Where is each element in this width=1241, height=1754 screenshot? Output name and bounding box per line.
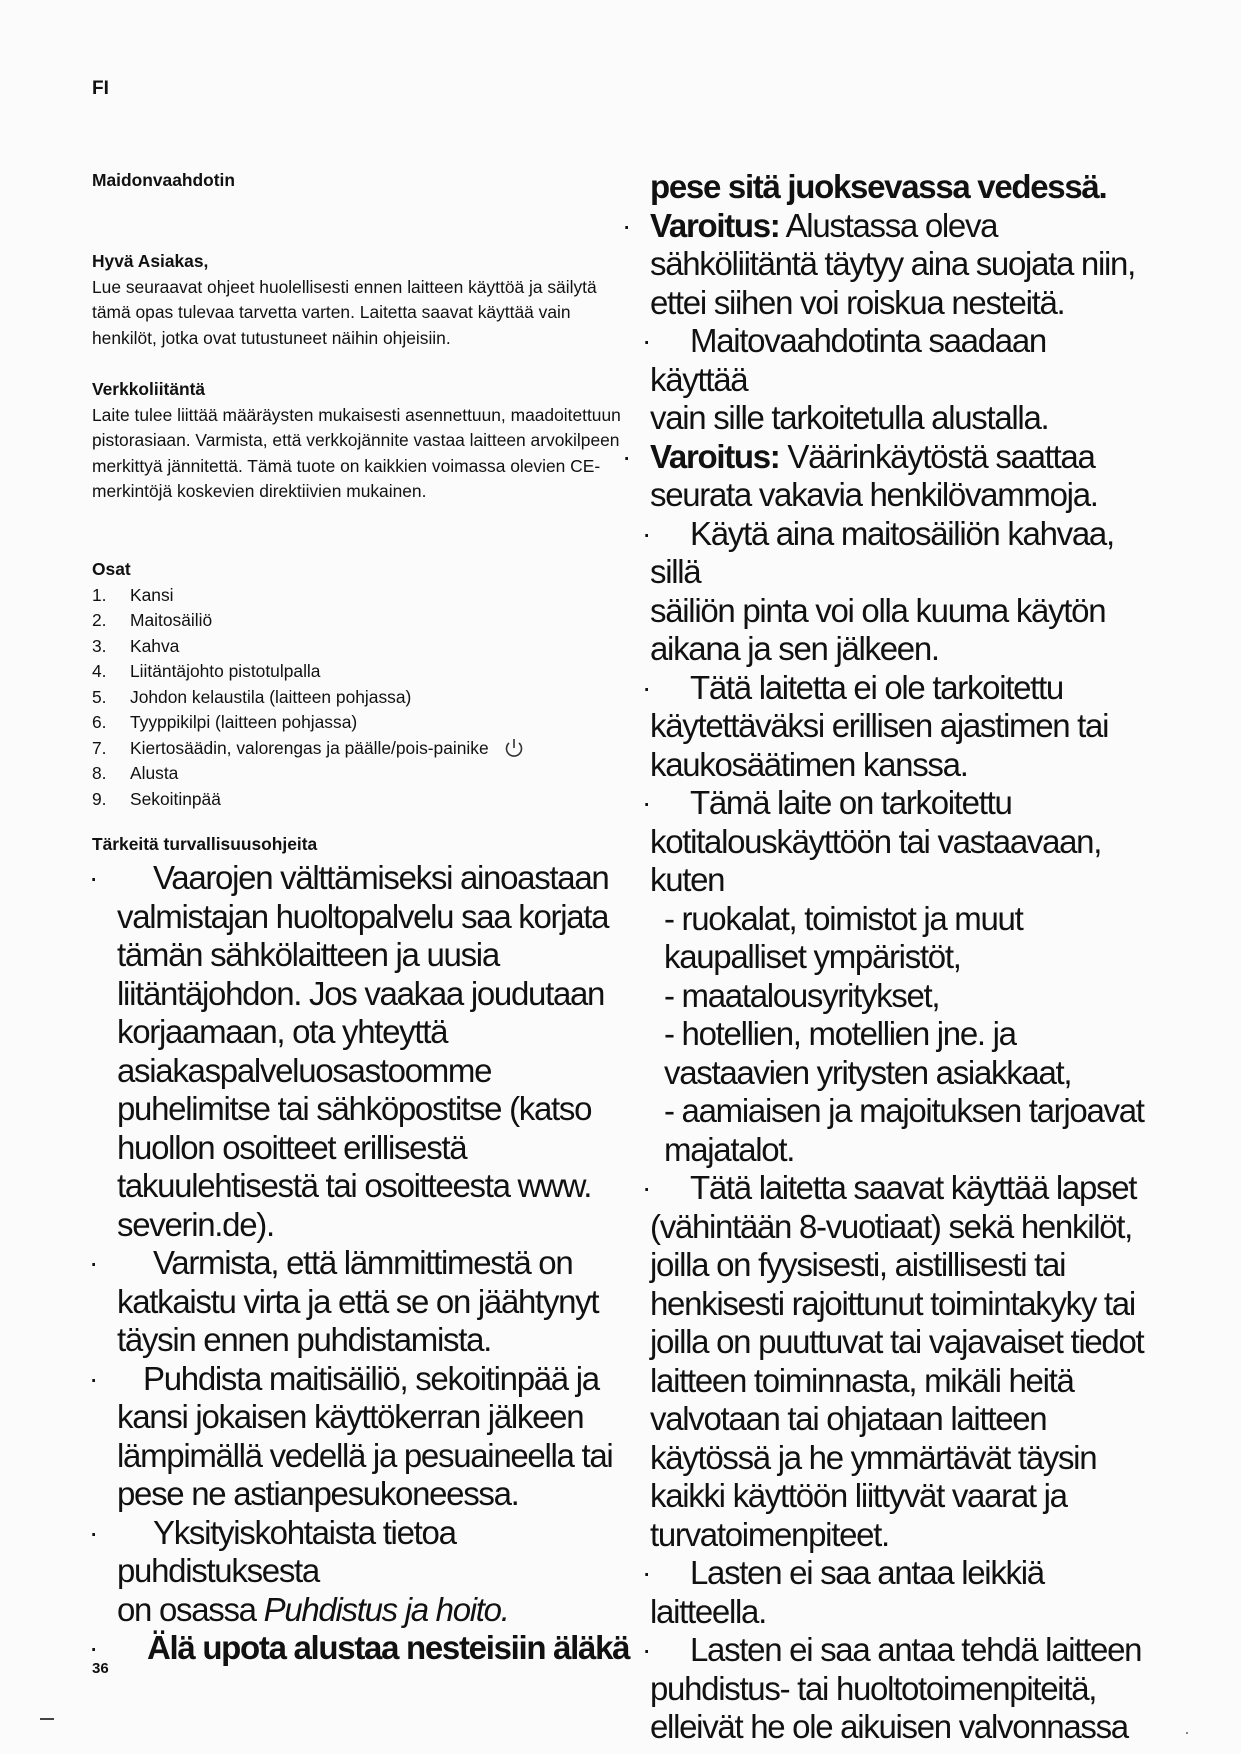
- safety-heading: Tärkeitä turvallisuusohjeita: [92, 834, 318, 854]
- connection-heading: Verkkoliitäntä: [92, 379, 206, 399]
- greeting-heading: Hyvä Asiakas,: [92, 251, 209, 271]
- list-item: · Varoitus: Väärinkäytöstä saattaa seurata vakavia henkilövammoja.: [622, 437, 1098, 513]
- list-item: 3. Kahva: [92, 635, 180, 656]
- connection-body: Laite tulee liittää määräysten mukaisesti asennettuun, maadoitettuun pistorasiaan. Varmista, että verkkojännite vastaa laitteen arvokilpeen merkittyä jännitettä. Tämä tuote on kaikkien voimassa olevien CE-merkintöjä koskevien direktiivien mukainen.: [92, 404, 621, 501]
- list-item: · Yksityiskohtaista tietoa puhdistuksesta on osassa Puhdistus ja hoito.: [89, 1513, 509, 1628]
- margin-dot: [1186, 1732, 1188, 1734]
- list-item: 8. Alusta: [92, 763, 179, 783]
- bullet: ·: [642, 325, 651, 356]
- list-item: 5. Johdon kelaustila (laitteen pohjassa): [92, 686, 412, 707]
- list-item: 9. Sekoitinpää: [92, 788, 221, 809]
- list-item: · Lasten ei saa antaa leikkiä laitteella.: [642, 1554, 1044, 1630]
- language-code: FI: [92, 78, 109, 99]
- list-item: · Tätä laitetta ei ole tarkoitettu käytettäväksi erillisen ajastimen tai kaukosäätimen kanssa.: [642, 668, 1109, 783]
- list-item: · Varoitus: Alustassa oleva sähköliitäntä täytyy aina suojata niin, ettei siihen voi roiskua nesteitä.: [622, 206, 1135, 321]
- list-item: · Tätä laitetta saavat käyttää lapset (vähintään 8-vuotiaat) sekä henkilöt, joilla on fyysisesti, aistillisesti tai henkisesti rajoittunut toimintakyky tai joilla on puuttuvat tai vajavaiset tiedot laitteen toiminnasta, mikäli heitä valvotaan tai ohjataan laitteen käytössä ja he ymmärtävät täysin kaikki käyttöön liittyvät vaarat ja turvatoimenpiteet.: [642, 1169, 1144, 1553]
- list-item: 6. Tyyppikilpi (laitteen pohjassa): [92, 712, 358, 732]
- power-button-icon: [503, 737, 525, 759]
- bullet: ·: [642, 1557, 651, 1588]
- safety-list-right: pese sitä juoksevassa vedessä. · Varoitus: Alustassa oleva sähköliitäntä täytyy aina suojata niin, ettei siihen voi roiskua nesteitä. · Maitovaahdotinta saadaan käyttää vain sille tarkoitetulla alustalla. · Varoitus: Väärinkäytöstä saattaa seurata vakavia henkilövammoja. · Käytä aina maitosäiliön kahvaa, sillä säiliön pinta voi olla kuuma käytön aikana ja sen jälkeen. · Tätä laitetta ei ole tarkoitettu käytettäväksi erillisen ajastimen tai kaukosäätimen kanssa. · Tämä laite on tarkoitettu kotitalouskäyttöön tai vastaavaan, kuten - ruokalat, toimistot ja muut kaupalliset ympäristöt, - maatalousyritykset, - hotellien, motellien jne. ja vastaavien yritysten asiakkaat, - aamiaisen ja majoituksen tarjoavat majatalot. · Tätä laitetta saavat käyttää lapset (vähintään 8-vuotiaat) sekä henkilöt, joilla on fyysisesti, aistillisesti tai henkisesti rajoittunut toimintakyky tai joilla on puuttuvat tai vajavaiset tiedot laitteen toiminnasta, mikäli heitä valvotaan tai ohjataan laitteen käytössä ja he ymmärtävät täysin kaikki käyttöön liittyvät vaarat ja turvatoimenpiteet. · Lasten ei saa antaa leikkiä laitteella. · Lasten ei saa antaa tehdä laitteen puhdistus- tai huoltotoimenpiteitä, elleivät he ole aikuisen valvonnassa: [650, 168, 1150, 1747]
- greeting-section: [92, 249, 622, 351]
- bullet: ·: [622, 209, 631, 241]
- parts-section: [92, 557, 622, 812]
- bullet: ·: [642, 1172, 651, 1203]
- list-item: · Maitovaahdotinta saadaan käyttää vain sille tarkoitetulla alustalla.: [642, 322, 1049, 436]
- list-item: · Puhdista maitisäiliö, sekoitinpää ja kansi jokaisen käyttökerran jälkeen lämpimällä vedellä ja pesuaineella tai pese ne astianpesukoneessa.: [89, 1359, 613, 1512]
- bullet: ·: [89, 1516, 98, 1548]
- list-item: 1. Kansi: [92, 584, 174, 605]
- list-item: 4. Liitäntäjohto pistotulpalla: [92, 661, 321, 681]
- list-item: · Vaarojen välttämiseksi ainoastaan valmistajan huoltopalvelu saa korjata tämän sähkölaitteen ja uusia liitäntäjohdon. Jos vaakaa joudutaan korjaamaan, ota yhteyttä asiakaspalveluosastoomme puhelimitse tai sähköpostitse (katso huollon osoitteet erillisestä takuulehtisestä tai osoitteesta www. severin.de).: [89, 859, 609, 1243]
- parts-list: [92, 583, 622, 813]
- safety-list-left: [89, 859, 637, 1668]
- bullet: ·: [642, 517, 651, 549]
- connection-section: [92, 377, 622, 505]
- safety-heading-block: [92, 832, 622, 858]
- bullet: ·: [89, 862, 98, 893]
- list-item: 7. Kiertosäädin, valorengas ja päälle/pois-painike: [92, 736, 622, 762]
- greeting-body: Lue seuraavat ohjeet huolellisesti ennen laitteen käyttöä ja säilytä tämä opas tulevaa tarvetta varten. Laitetta saavat käyttää vain henkilöt, jotka ovat tutustuneet näihin ohjeisiin.: [92, 276, 597, 348]
- bullet: ·: [642, 787, 651, 818]
- list-item: · Älä upota alustaa nesteisiin äläkä: [89, 1629, 630, 1666]
- list-item: · Lasten ei saa antaa tehdä laitteen puhdistus- tai huoltotoimenpiteitä, elleivät he ole aikuisen valvonnassa: [642, 1631, 1142, 1745]
- page-number: 36: [92, 1660, 109, 1677]
- document-title-block: [92, 168, 622, 194]
- list-item: 2. Maitosäiliö: [92, 610, 213, 630]
- parts-heading: Osat: [92, 559, 131, 579]
- list-item: · Käytä aina maitosäiliön kahvaa, sillä säiliön pinta voi olla kuuma käytön aikana ja sen jälkeen.: [642, 514, 1114, 667]
- list-item: · Tämä laite on tarkoitettu kotitalouskäyttöön tai vastaavaan, kuten - ruokalat, toimistot ja muut kaupalliset ympäristöt, - maatalousyritykset, - hotellien, motellien jne. ja vastaavien yritysten asiakkaat, - aamiaisen ja majoituksen tarjoavat majatalot.: [642, 784, 1144, 1168]
- bullet: ·: [642, 1634, 651, 1665]
- bullet: ·: [89, 1247, 98, 1278]
- bullet: ·: [622, 440, 631, 472]
- document-title: Maidonvaahdotin: [92, 170, 235, 190]
- margin-mark: [40, 1718, 54, 1720]
- bullet: ·: [89, 1632, 98, 1663]
- bullet: ·: [89, 1362, 98, 1394]
- bullet: ·: [642, 671, 651, 703]
- list-item: · Varmista, että lämmittimestä on katkaistu virta ja että se on jäähtynyt täysin ennen puhdistamista.: [89, 1244, 599, 1358]
